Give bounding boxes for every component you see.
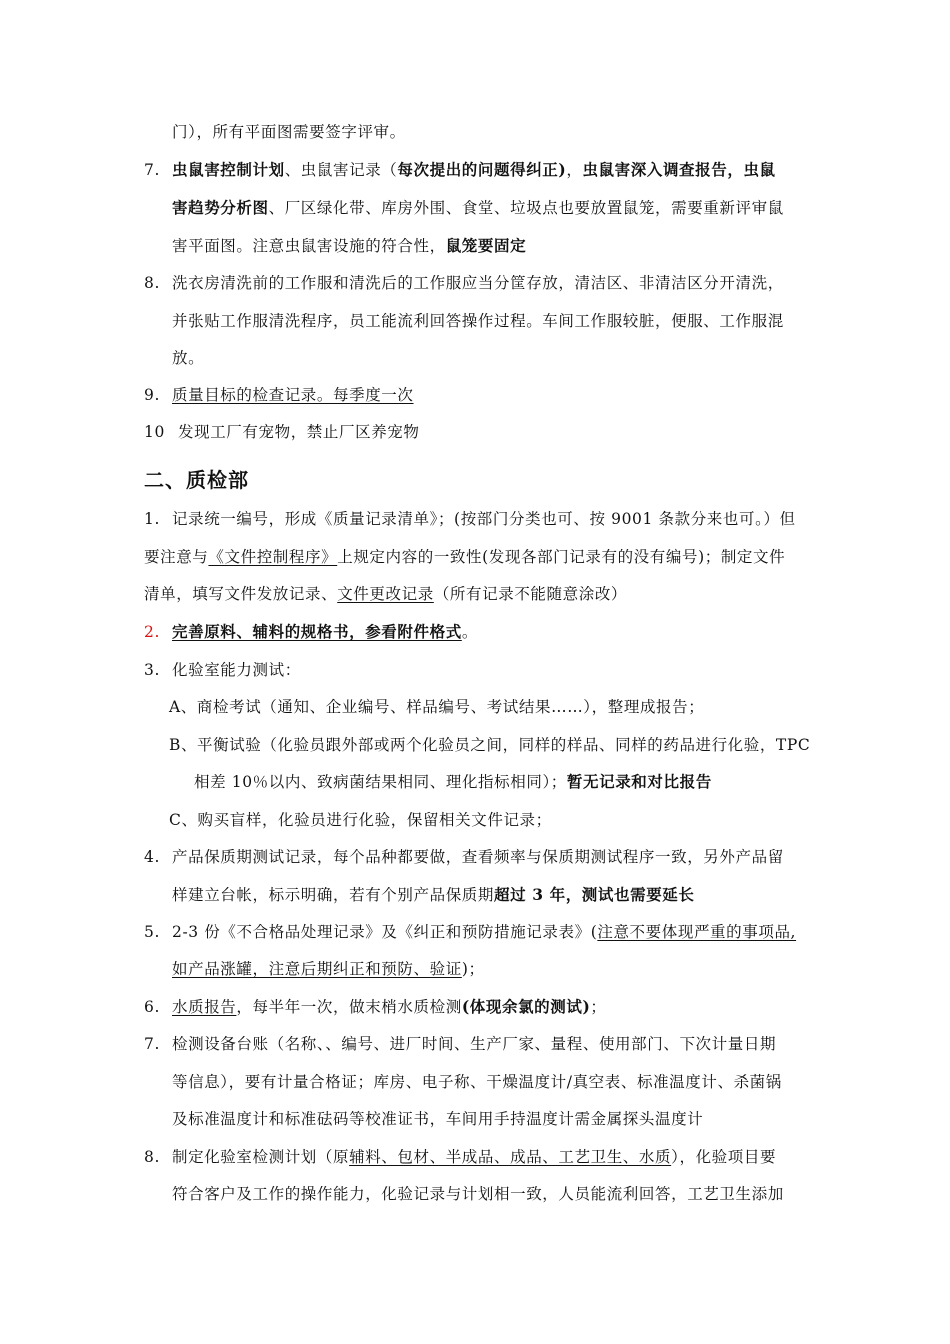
text: C、购买盲样，化验员进行化验，保留相关文件记录； [169, 811, 552, 829]
item-number: 8. [144, 274, 160, 292]
text: 制定化验室检测计划（原 [172, 1148, 350, 1166]
item-number: 8. [144, 1148, 160, 1166]
s2-item-8-line-1 [144, 1146, 776, 1168]
text: （所有记录不能随意涂改） [433, 585, 628, 603]
s2-item-7-line-2 [172, 1071, 782, 1093]
text: ），化验项目要 [671, 1148, 777, 1166]
item-7-line-1 [144, 159, 776, 181]
item-6-continuation [172, 121, 406, 143]
text: ， [566, 161, 583, 179]
s2-item-3-title [144, 659, 301, 681]
text: 并张贴工作服清洗程序，员工能流利回答操作过程。车间工作服较脏，便服、工作服混 [172, 312, 784, 330]
s2-item-7-line-1 [144, 1033, 776, 1055]
s2-item-6 [144, 996, 607, 1018]
text: 样建立台帐，标示明确，若有个别产品保质期 [172, 886, 495, 904]
item-number: 7. [144, 1035, 160, 1053]
underlined-text: 质量目标的检查记录。每季度一次 [172, 386, 414, 404]
text: 检测设备台账（名称、、编号、进厂时间、生产厂家、量程、使用部门、下次计量日期 [172, 1035, 777, 1053]
text: 等信息），要有计量合格证；库房、电子称、干燥温度计/真空表、标准温度计、杀菌锅 [172, 1073, 782, 1091]
text: ，每半年一次，做末梢水质检测 [236, 998, 462, 1016]
item-number: 9. [144, 386, 160, 404]
text-line: 门），所有平面图需要签字评审。 [172, 123, 406, 141]
s2-item-7-line-3 [172, 1108, 703, 1130]
text: 发现工厂有宠物，禁止厂区养宠物 [178, 423, 420, 441]
item-number: 10 [144, 423, 165, 441]
text: 记录统一编号，形成《质量记录清单》；(按部门分类也可、按 9001 条款分来也可。）但 [172, 510, 796, 528]
text: 害平面图。注意虫鼠害设施的符合性， [172, 237, 446, 255]
bold-text: 每次提出的问题得纠正) [397, 160, 567, 179]
text: 放。 [172, 349, 205, 367]
underlined-text: 水质报告 [172, 998, 237, 1016]
s2-item-5-line-2 [172, 958, 485, 980]
item-number: 6. [144, 998, 160, 1016]
bold-underlined-text: 完善原料、辅料的规格书，参看附件格式 [172, 622, 462, 641]
s2-item-1-line-2 [144, 546, 785, 568]
bold-text: 虫鼠害深入调查报告，虫鼠 [582, 160, 776, 179]
s2-item-1-line-1 [144, 508, 796, 530]
bold-text: 超过 3 年，测试也需要延长 [494, 885, 695, 904]
item-7-line-3 [172, 235, 526, 257]
s2-item-2 [144, 621, 478, 643]
text: 清单，填写文件发放记录、 [144, 585, 338, 603]
text: 化验室能力测试： [172, 661, 301, 679]
bold-text: 害趋势分析图 [172, 198, 269, 217]
s2-item-8-line-2 [172, 1183, 784, 1205]
text: 要注意与 [144, 548, 209, 566]
item-number: 3. [144, 661, 160, 679]
item-9 [144, 384, 414, 406]
text: B、平衡试验（化验员跟外部或两个化验员之间，同样的样品、同样的药品进行化验，TPC [169, 736, 811, 754]
s2-item-4-line-2 [172, 884, 695, 906]
text: 洗衣房清洗前的工作服和清洗后的工作服应当分筐存放，清洁区、非清洁区分开清洗， [172, 274, 784, 292]
text: )； [461, 960, 485, 978]
text: 、虫鼠害记录（ [284, 161, 398, 179]
text: 符合客户及工作的操作能力，化验记录与计划相一致，人员能流利回答，工艺卫生添加 [172, 1185, 784, 1203]
item-number: 1. [144, 510, 160, 528]
underlined-text: 《文件控制程序》 [208, 548, 338, 566]
item-number: 4. [144, 848, 160, 866]
text: 上规定内容的一致性(发现各部门记录有的没有编号)；制定文件 [337, 548, 786, 566]
bold-text: 虫鼠害控制计划 [172, 160, 285, 179]
item-8-line-3 [172, 347, 204, 369]
item-7-line-2 [172, 197, 784, 219]
item-number: 7. [144, 161, 160, 179]
s2-item-3-b-line-1 [169, 734, 810, 756]
item-number: 5. [144, 923, 160, 941]
s2-item-1-line-3 [144, 583, 627, 605]
item-8-line-1 [144, 272, 784, 294]
bold-text: (体现余氯的测试) [461, 997, 591, 1016]
s2-item-3-c [169, 809, 552, 831]
text: A、商检考试（通知、企业编号、样品编号、考试结果……），整理成报告； [169, 698, 705, 716]
section-heading: 二、质检部 [144, 468, 249, 492]
underlined-text: 注意不要体现严重的事项品, [597, 923, 797, 941]
text: 2-3 份《不合格品处理记录》及《纠正和预防措施记录表》( [172, 923, 598, 941]
item-number: 2. [144, 623, 160, 641]
item-8-line-2 [172, 310, 784, 332]
underlined-text: 如产品涨罐，注意后期纠正和预防、验证 [172, 960, 462, 978]
underlined-text: 文件更改记录 [337, 585, 434, 603]
text: 及标准温度计和标准砝码等校准证书，车间用手持温度计需金属探头温度计 [172, 1110, 704, 1128]
text: 、厂区绿化带、库房外围、食堂、垃圾点也要放置鼠笼，需要重新评审鼠 [268, 199, 784, 217]
text: 相差 10％以内、致病菌结果相同、理化指标相同）； [194, 773, 567, 791]
s2-item-5-line-1 [144, 921, 796, 943]
text: 产品保质期测试记录，每个品种都要做，查看频率与保质期测试程序一致，另外产品留 [172, 848, 784, 866]
text: ； [590, 998, 607, 1016]
item-10 [144, 421, 420, 443]
text: 。 [461, 623, 478, 641]
s2-item-4-line-1 [144, 846, 784, 868]
underlined-text: 辅料、包材、半成品、成品、工艺卫生、水质 [349, 1148, 672, 1166]
s2-item-3-a [169, 696, 704, 718]
bold-text: 暂无记录和对比报告 [566, 772, 712, 791]
bold-text: 鼠笼要固定 [445, 236, 527, 255]
s2-item-3-b-line-2 [194, 771, 712, 793]
